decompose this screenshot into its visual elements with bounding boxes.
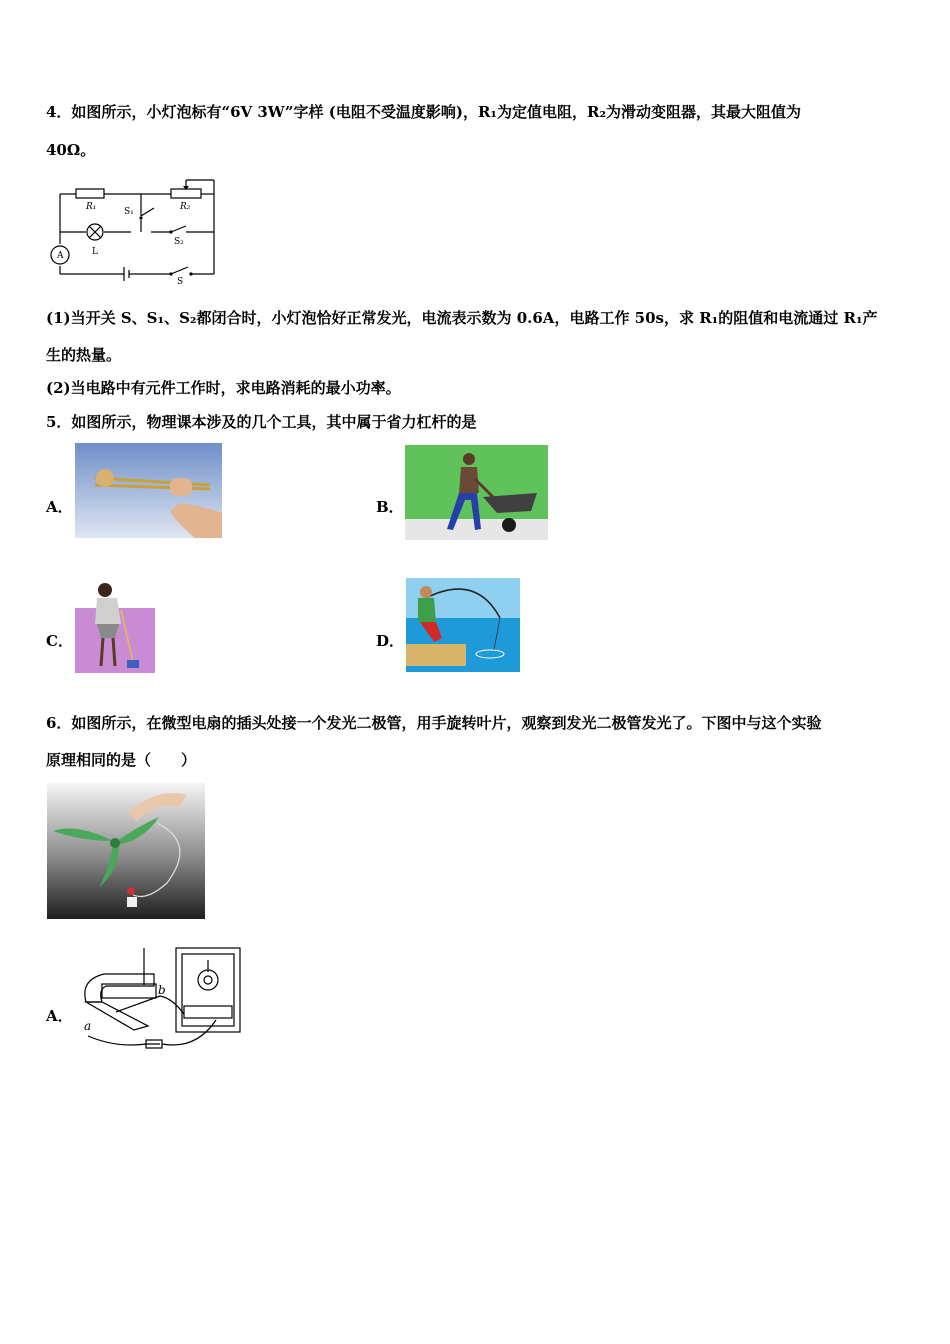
label-s1: S₁ [124, 207, 134, 217]
q4-part1-line-1: (1)当开关 S、S₁、S₂都闭合时，小灯泡恰好正常发光，电流表示数为 0.6A，电路工作 50s，求 R₁的阻值和电流通过 R₁产 [46, 309, 878, 327]
q5-option-a-image-chopsticks [75, 443, 222, 538]
q4-stem-line-2: 40Ω。 [46, 141, 96, 159]
q6-option-a-label: A． [46, 1007, 73, 1025]
label-s2: S₂ [174, 237, 184, 247]
label-lamp: L [92, 247, 98, 257]
q6-stem-line-2: 原理相同的是（ ） [46, 751, 197, 769]
label-s: S [177, 277, 184, 286]
label-r1: R₁ [86, 202, 97, 212]
q6-option-a-generator-diagram [76, 940, 248, 1072]
q5-option-c-image-broom [75, 580, 155, 673]
q4-circuit-diagram [46, 176, 218, 286]
q5-option-c-label: C． [46, 632, 73, 650]
q5-stem: 5．如图所示，物理课本涉及的几个工具，其中属于省力杠杆的是 [46, 413, 477, 431]
label-ammeter: A [57, 251, 64, 261]
q4-stem-line-1: 4．如图所示，小灯泡标有“6V 3W”字样 (电阻不受温度影响)，R₁为定值电阻，R₂为滑动变阻器，其最大阻值为 [46, 103, 802, 121]
q5-option-d-image-fishing [406, 578, 520, 672]
label-r2: R₂ [180, 202, 191, 212]
figure-label-b: b [158, 983, 166, 997]
q5-option-b-label: B． [376, 498, 404, 516]
q6-fan-photo [47, 783, 205, 919]
q5-option-d-label: D． [376, 632, 405, 650]
q4-part1-line-2: 生的热量。 [46, 346, 122, 364]
q5-option-a-label: A． [46, 498, 73, 516]
q5-option-b-image-wheelbarrow [405, 445, 548, 540]
q6-stem-line-1: 6．如图所示，在微型电扇的插头处接一个发光二极管，用手旋转叶片，观察到发光二极管发光了。下图中与这个实验 [46, 714, 822, 732]
figure-label-a: a [84, 1019, 92, 1033]
q4-part2: (2)当电路中有元件工作时，求电路消耗的最小功率。 [46, 379, 401, 397]
